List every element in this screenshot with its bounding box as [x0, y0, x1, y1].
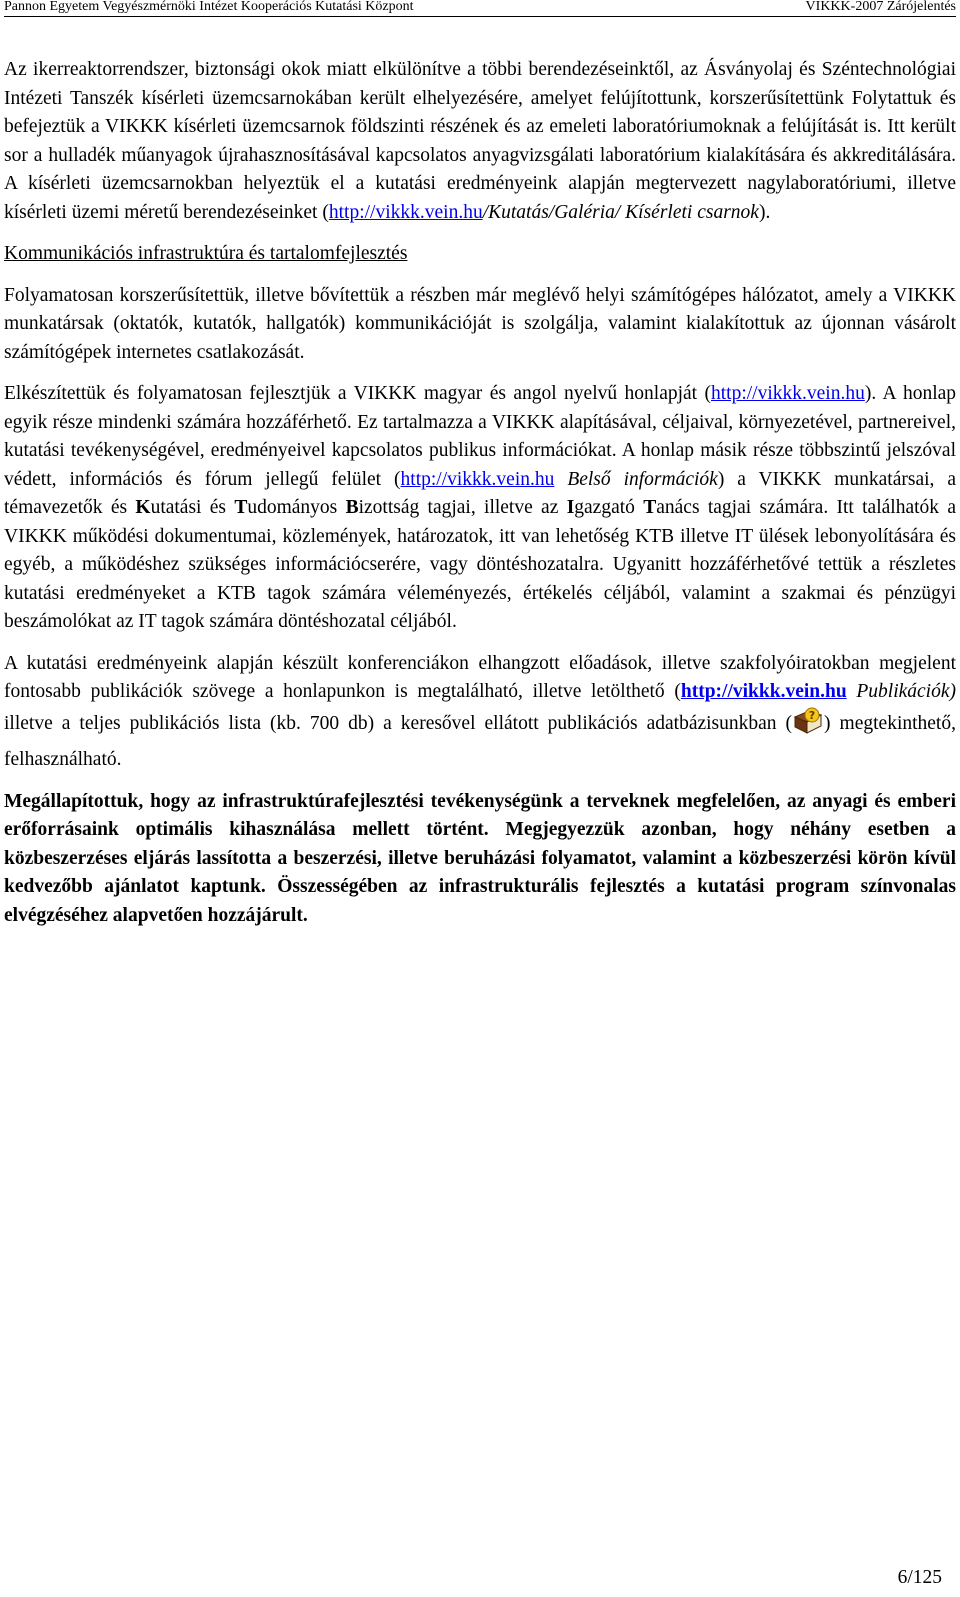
document-body	[4, 56, 956, 943]
paragraph-reactor-text: Az ikerreaktorrendszer, biztonsági okok miatt elkülönítve a többi berendezéseinktől, az Ásványolaj és Széntechnológiai Intézeti Tanszék kísérleti üzemcsarnokában került elhelyezésére, amelyet felújítottunk, korszerűsítettünk Folytattuk és befejeztük a VIKKK kísérleti üzemcsarnok földszinti részének és az emeleti laboratóriumoknak a felújítását is. Itt került sor a hulladék műanyagok újrahasznosításával kapcsolatos anyagvizsgálati laboratórium kialakítására és akkreditálására. A kísérleti üzemcsarnokban helyeztük el a kutatási eredményeink alapján megtervezett nagylaboratóriumi, illetve kísérleti üzemi méretű berendezéseinket (	[4, 59, 956, 223]
website-text-e: utatási és	[150, 497, 235, 518]
initial-t2: T	[643, 497, 657, 518]
initial-k: K	[135, 497, 151, 518]
publications-label: Publikációk)	[846, 681, 956, 702]
vikkk-link-gallery[interactable]: http://vikkk.vein.hu	[328, 201, 483, 223]
publications-text-c: ) megtekinthető, felhasználható.	[4, 712, 956, 770]
publications-text-a: A kutatási eredményeink alapján készült konferenciákon elhangzott előadások, illetve szakfolyóiratokban megjelent fontosabb publikációk szövege a honlapunkon is megtalálható, illetve letölthető (	[4, 652, 956, 702]
website-text-i: anács tagjai számára. Itt találhatók a VIKKK működési dokumentumai, közlemények, határozatok, itt van lehetőség KTB illetve IT ülések lebonyolítására és egyéb, a működéshez szükséges információcserére, vagy döntéshozatalra. Ugyanitt hozzáférhetővé tettük a részletes kutatási eredményeket a KTB tagok számára véleményezés, értékelés céljából, valamint a szakmai és pénzügyi beszámolókat az IT tagok számára döntéshozatal céljából.	[4, 497, 956, 632]
svg-text:?: ?	[808, 708, 816, 722]
website-text-b: ). A honlap egyik része mindenki számára hozzáférhető. Ez tartalmazza a VIKKK alapításával, céljaival, környezetével, partnereivel, kutatási tevékenységével, eredményeivel kapcsolatos publikus információkat. A honlap másik része többszintű jelszóval védett, információs és fórum jellegű felület (	[4, 383, 957, 490]
initial-i: I	[566, 497, 575, 518]
vikkk-link-publications[interactable]: http://vikkk.vein.hu	[680, 681, 847, 702]
paragraph-conclusion: Megállapítottuk, hogy az infrastruktúrafejlesztési tevékenységünk a terveknek megfelelően, az anyagi és emberi erőforrásaink optimális kihasználása mellett történt. Megjegyezzük azonban, hogy néhány esetben a közbeszerzéses eljárás lassította a beszerzési, illetve beruházási folyamatot, valamint a közbeszerzési körön kívül kedvezőbb ajánlatot kaptunk. Összességében az infrastrukturális fejlesztés a kutatási program színvonalas elvégzéséhez alapvetően hozzájárult.	[4, 790, 956, 926]
initial-b: B	[345, 497, 359, 518]
vikkk-link-home[interactable]: http://vikkk.vein.hu	[711, 383, 865, 404]
initial-t: T	[234, 497, 248, 518]
website-text-d: ) a VIKKK munkatársai, a témavezetők és	[4, 468, 956, 518]
page-header	[4, 0, 956, 17]
vikkk-link-internal[interactable]: http://vikkk.vein.hu	[400, 468, 555, 490]
paragraph-reactor-end: ).	[758, 201, 771, 223]
header-left-text: Pannon Egyetem Vegyészmérnöki Intézet Kooperációs Kutatási Központ	[4, 0, 414, 14]
website-text-h: gazgató	[574, 497, 644, 518]
gallery-path: /Kutatás/Galéria/ Kísérleti csarnok	[482, 201, 759, 223]
page-number: 6/125	[897, 1567, 942, 1588]
publications-text-b: illetve a teljes publikációs lista (kb. 700 db) a keresővel ellátott publikációs adatbázisunkban (	[4, 712, 793, 734]
internal-info-label: Belső információk	[567, 468, 718, 490]
website-text-f: udományos	[247, 497, 346, 518]
website-text-a: Elkészítettük és folyamatosan fejlesztjük a VIKKK magyar és angol nyelvű honlapját (	[4, 383, 711, 404]
paragraph-reactor	[4, 56, 956, 227]
section-heading: Kommunikációs infrastruktúra és tartalomfejlesztés	[4, 243, 408, 264]
website-text-g: izottság tagjai, illetve az	[358, 497, 567, 518]
paragraph-publications	[4, 650, 956, 775]
paragraph-website	[4, 380, 956, 637]
header-right-text: VIKKK-2007 Zárójelentés	[805, 0, 956, 14]
book-question-icon[interactable]	[792, 707, 824, 747]
paragraph-network: Folyamatosan korszerűsítettük, illetve bővítettük a részben már meglévő helyi számítógépes hálózatot, amely a VIKKK munkatársak (oktatók, kutatók, hallgatók) kommunikációját is szolgálja, valamint kialakítottuk az újonnan vásárolt számítógépek internetes csatlakozását.	[4, 284, 956, 363]
